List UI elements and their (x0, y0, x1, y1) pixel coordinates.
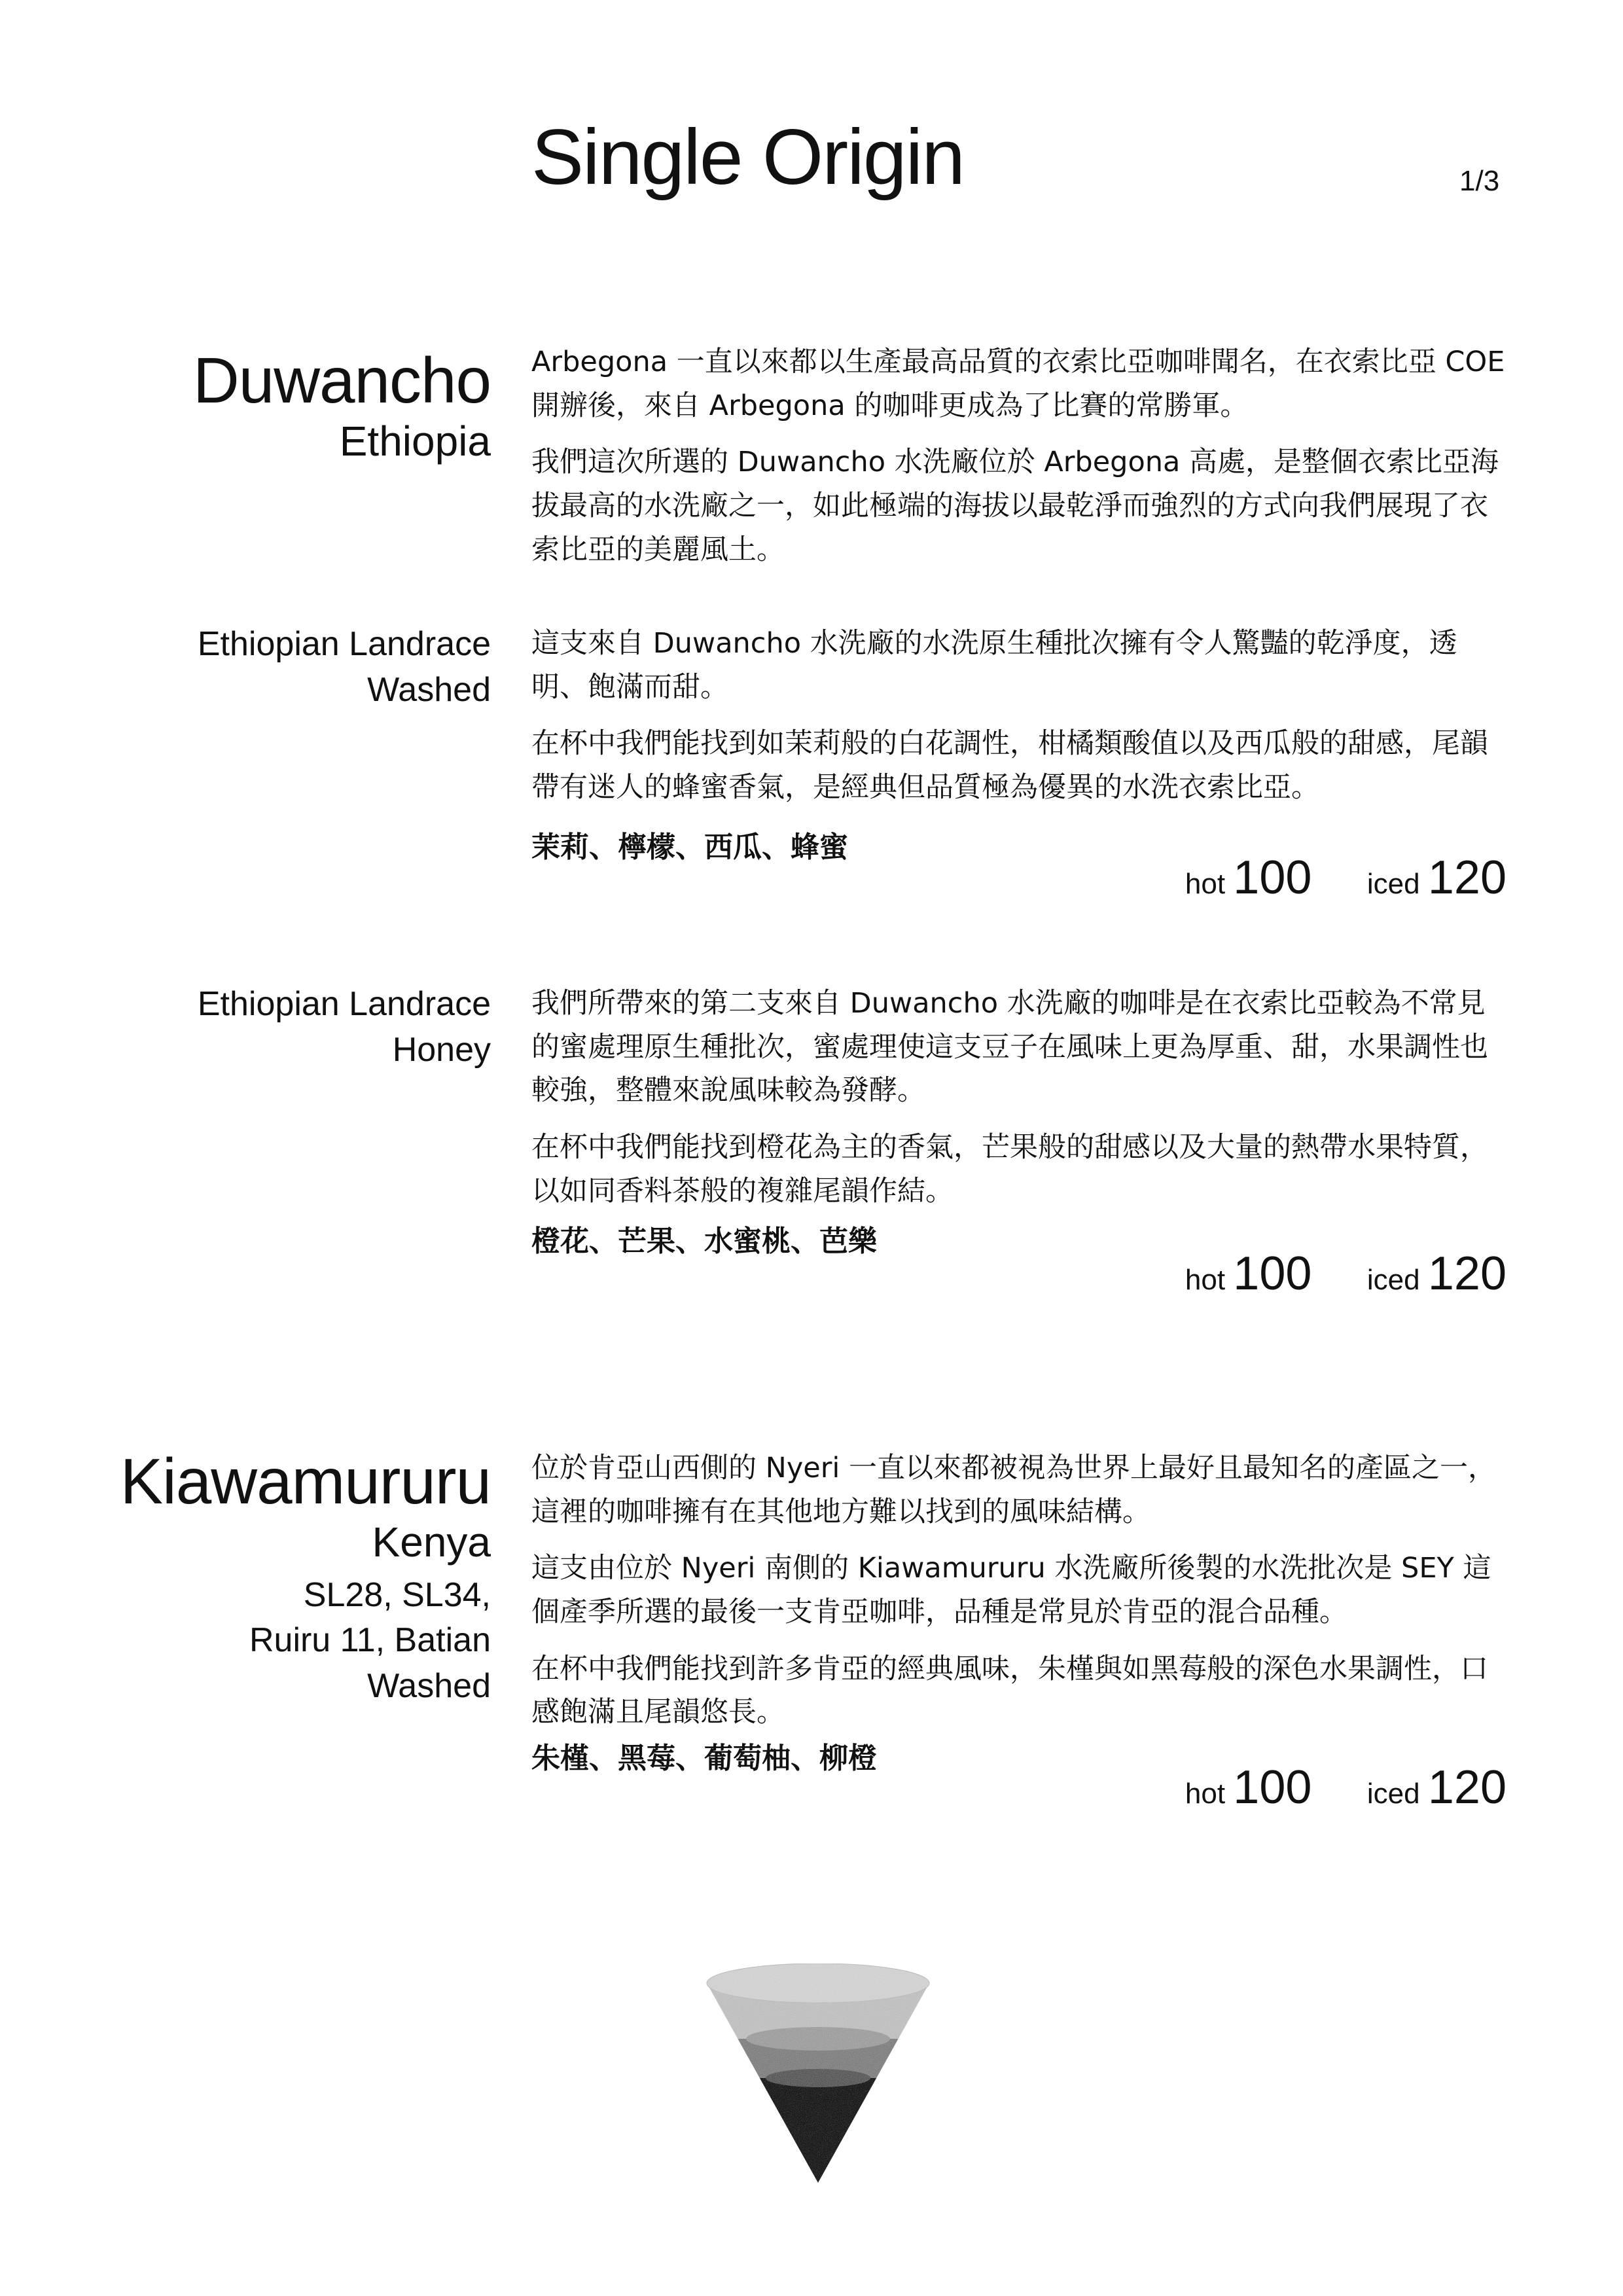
tasting-notes: 朱槿、黑莓、葡萄柚、柳橙 (531, 1742, 877, 1775)
price-hot: 100 (1233, 1761, 1312, 1814)
description-paragraph: 這支來自 Duwancho 水洗廠的水洗原生種批次擁有令人驚豔的乾淨度，透明、飽滿而甜。 (531, 627, 1457, 704)
coffee-heading-duwancho (193, 346, 491, 467)
price-iced-label: iced (1366, 868, 1420, 900)
description-paragraph: 這支由位於 Nyeri 南側的 Kiawamururu 水洗廠所後製的水洗批次是 SEY 這個產季所選的最後一支肯亞咖啡，品種是常見於肯亞的混合品種。 (531, 1552, 1491, 1628)
coffee-name: Duwancho (192, 344, 491, 416)
coffee-name: Kiawamururu (120, 1445, 491, 1517)
coffee-description-duwancho (531, 340, 1513, 584)
coffee-description-kiawamururu (531, 1446, 1513, 1748)
coffee-origin: Ethiopia (339, 417, 491, 465)
description-paragraph: 在杯中我們能找到如茉莉般的白花調性，柑橘類酸值以及西瓜般的甜感，尾韻帶有迷人的蜂蜜香氣，是經典但品質極為優異的水洗衣索比亞。 (531, 727, 1488, 804)
price-iced: 120 (1427, 852, 1507, 904)
lot-heading-honey (198, 982, 491, 1073)
price-iced-label: iced (1366, 1778, 1420, 1810)
variety-line: Ruiru 11, Batian (249, 1621, 491, 1660)
page-number: 1/3 (1459, 165, 1500, 197)
price-hot-label: hot (1185, 868, 1226, 900)
lot-description-washed (531, 622, 1513, 823)
description-paragraph: 我們所帶來的第二支來自 Duwancho 水洗廠的咖啡是在衣索比亞較為不常見的蜜處理原生種批次，蜜處理使這支豆子在風味上更為厚重、甜，水果調性也較強，整體來說風味較為發酵。 (531, 987, 1488, 1107)
coffee-origin: Kenya (372, 1518, 491, 1566)
price-line (1185, 1761, 1507, 1814)
variety-line: Washed (367, 1666, 491, 1705)
description-paragraph: Arbegona 一直以來都以生產最高品質的衣索比亞咖啡聞名，在衣索比亞 COE 開辦後，來自 Arbegona 的咖啡更成為了比賽的常勝軍。 (531, 346, 1505, 422)
lot-variety: Ethiopian Landrace (197, 985, 491, 1023)
lot-process: Honey (392, 1030, 491, 1069)
price-hot: 100 (1233, 852, 1312, 904)
tasting-notes: 橙花、芒果、水蜜桃、芭樂 (531, 1225, 877, 1258)
description-paragraph: 在杯中我們能找到橙花為主的香氣，芒果般的甜感以及大量的熱帶水果特質，以如同香料茶般的複雜尾韻作結。 (531, 1130, 1488, 1208)
lot-description-honey (531, 982, 1513, 1226)
price-line (1185, 851, 1507, 905)
price-iced: 120 (1427, 1761, 1507, 1814)
lot-variety: Ethiopian Landrace (197, 625, 491, 663)
coffee-variety (120, 1573, 491, 1710)
price-iced-label: iced (1366, 1264, 1420, 1296)
page-title: Single Origin (531, 113, 965, 201)
price-iced: 120 (1427, 1247, 1507, 1300)
price-hot-label: hot (1185, 1778, 1226, 1810)
price-hot-label: hot (1185, 1264, 1226, 1296)
description-paragraph: 在杯中我們能找到許多肯亞的經典風味，朱槿與如黑莓般的深色水果調性，口感飽滿且尾韻悠長。 (531, 1652, 1488, 1729)
description-paragraph: 位於肯亞山西側的 Nyeri 一直以來都被視為世界上最好且最知名的產區之一，這裡的咖啡擁有在其他地方難以找到的風味結構。 (531, 1452, 1497, 1528)
coffee-heading-kiawamururu (120, 1446, 491, 1710)
lot-heading-washed (198, 622, 491, 713)
lot-process: Washed (367, 670, 491, 709)
variety-line: SL28, SL34, (303, 1575, 491, 1614)
pour-over-cone-icon (704, 1964, 933, 2186)
price-hot: 100 (1233, 1247, 1312, 1300)
price-line (1185, 1247, 1507, 1300)
description-paragraph: 我們這次所選的 Duwancho 水洗廠位於 Arbegona 高處，是整個衣索比亞海拔最高的水洗廠之一，如此極端的海拔以最乾淨而強烈的方式向我們展現了衣索比亞的美麗風土。 (531, 446, 1499, 566)
tasting-notes: 茉莉、檸檬、西瓜、蜂蜜 (531, 831, 848, 864)
